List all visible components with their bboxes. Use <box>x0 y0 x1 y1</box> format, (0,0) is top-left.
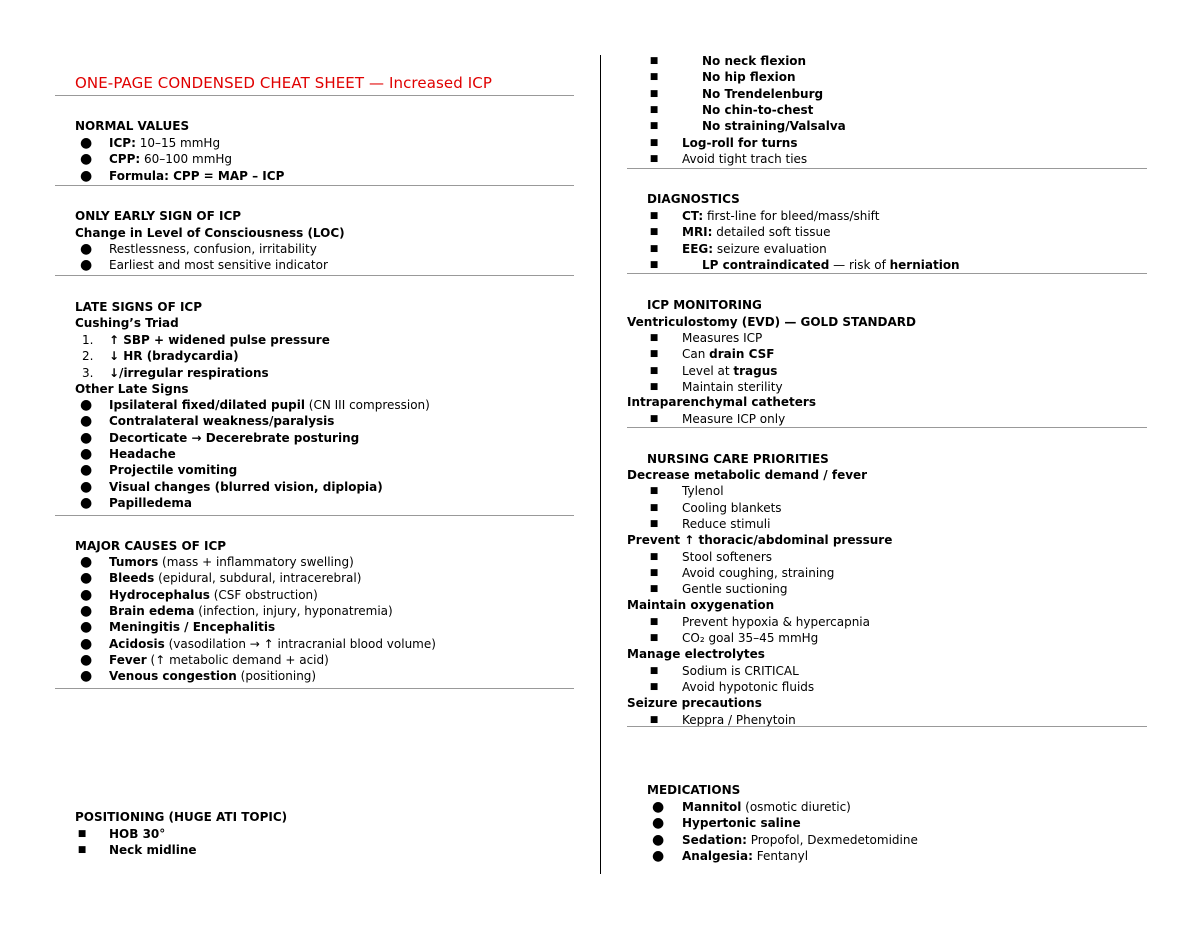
item-text: Cooling blankets <box>682 500 782 515</box>
causes-heading: MAJOR CAUSES OF ICP <box>75 539 227 553</box>
item-text: Earliest and most sensitive indicator <box>109 258 328 273</box>
bullet-dot: ● <box>80 478 93 495</box>
item-label: No straining/Valsalva <box>702 119 846 134</box>
bullet-dot: ● <box>80 668 93 685</box>
section-divider <box>627 427 1147 428</box>
bullet-dot: ● <box>80 462 93 479</box>
item-label: Analgesia: <box>682 848 753 863</box>
cushings-triad-heading: Cushing’s Triad <box>75 316 179 330</box>
item-text: CO₂ goal 35–45 mmHg <box>682 631 819 645</box>
item-text: Propofol, Dexmedetomidine <box>746 832 918 847</box>
bullet-dot: ● <box>80 586 93 603</box>
item-label: ↓/irregular respirations <box>109 365 269 380</box>
item-text: (epidural, subdural, intracerebral) <box>154 571 362 586</box>
bullet-square: ■ <box>649 518 659 529</box>
bullet-square: ■ <box>649 381 659 392</box>
item-text: (CSF obstruction) <box>209 587 318 602</box>
lp-text: — risk of <box>829 258 890 272</box>
icp-monitoring-heading: ICP MONITORING <box>647 298 762 312</box>
bullet-square: ■ <box>649 211 659 221</box>
item-text: (mass + inflammatory swelling) <box>158 555 354 569</box>
bullet-dot: ● <box>80 494 93 511</box>
item-text: Fentanyl <box>752 848 809 863</box>
early-sign-subheading: Change in Level of Consciousness (LOC) <box>75 226 345 240</box>
item-label: Mannitol <box>682 800 742 814</box>
bullet-square: ■ <box>649 681 659 692</box>
item-label: Headache <box>109 446 176 461</box>
medications-heading: MEDICATIONS <box>647 783 741 797</box>
item-text: Reduce stimuli <box>682 516 771 531</box>
bullet-dot: ● <box>80 397 93 413</box>
item-text: (osmotic diuretic) <box>741 800 851 814</box>
bullet-dot: ● <box>80 429 93 446</box>
nursing-group-heading: Manage electrolytes <box>627 647 765 662</box>
section-divider <box>55 185 574 186</box>
item-label: Neck midline <box>109 843 197 858</box>
item-label: Venous congestion <box>109 669 237 684</box>
nursing-priorities-heading: NURSING CARE PRIORITIES <box>647 452 829 466</box>
item-label: Visual changes (blurred vision, diplopia) <box>109 479 383 494</box>
bullet-dot: ● <box>652 799 665 815</box>
item-label: Brain edema <box>109 603 195 618</box>
bullet-dot: ● <box>80 619 93 636</box>
late-signs-heading: LATE SIGNS OF ICP <box>75 300 203 314</box>
item-text: Maintain sterility <box>682 379 783 394</box>
item-emphasis: tragus <box>733 363 778 378</box>
item-label: Bleeds <box>109 571 155 586</box>
item-label: Contralateral weakness/paralysis <box>109 414 335 429</box>
bullet-square: ■ <box>649 616 659 627</box>
item-label: Papilledema <box>109 495 192 510</box>
bullet-square: ■ <box>649 486 659 497</box>
section-divider <box>55 688 574 689</box>
bullet-dot: ● <box>80 445 93 462</box>
item-label: ↑ SBP + widened pulse pressure <box>109 333 330 347</box>
section-divider <box>627 168 1147 169</box>
bullet-square: ■ <box>649 349 659 360</box>
nursing-group-heading: Prevent ↑ thoracic/abdominal pressure <box>627 533 893 548</box>
item-label: Tumors <box>109 555 159 569</box>
bullet-square: ■ <box>649 153 659 164</box>
bullet-square: ■ <box>649 260 659 270</box>
item-text: Can <box>682 347 710 362</box>
item-text: Sodium is CRITICAL <box>682 663 799 678</box>
item-text: seizure evaluation <box>713 241 827 256</box>
bullet-square: ■ <box>649 243 659 254</box>
bullet-dot: ● <box>80 635 93 652</box>
item-label: ↓ HR (bradycardia) <box>109 349 239 364</box>
nursing-group-heading: Decrease metabolic demand / fever <box>627 468 868 482</box>
nursing-group-heading: Seizure precautions <box>627 696 762 711</box>
item-text: detailed soft tissue <box>712 225 831 240</box>
item-label: Projectile vomiting <box>109 463 238 478</box>
item-text: 10–15 mmHg <box>135 136 221 150</box>
section-divider <box>627 726 1147 727</box>
item-label: HOB 30° <box>109 827 166 841</box>
bullet-square: ■ <box>649 584 659 595</box>
item-text: Measures ICP <box>682 331 763 345</box>
bullet-square: ■ <box>649 56 659 66</box>
item-text: Stool softeners <box>682 549 773 564</box>
list-number: 3. <box>82 365 94 380</box>
item-label: Formula: CPP = MAP – ICP <box>109 168 285 183</box>
item-label: Fever <box>109 652 147 667</box>
bullet-square: ■ <box>649 567 659 578</box>
bullet-square: ■ <box>649 365 659 376</box>
lp-label: LP contraindicated <box>702 258 830 272</box>
item-label: Hydrocephalus <box>109 587 210 602</box>
page-title: ONE-PAGE CONDENSED CHEAT SHEET — Increased ICP <box>75 74 492 92</box>
bullet-square: ■ <box>649 551 659 562</box>
item-text: first-line for bleed/mass/shift <box>703 209 880 223</box>
diagnostics-heading: DIAGNOSTICS <box>647 192 740 206</box>
item-label: Acidosis <box>109 636 165 651</box>
intraparenchymal-heading: Intraparenchymal catheters <box>627 395 816 409</box>
lp-emphasis: herniation <box>889 258 960 272</box>
bullet-square: ■ <box>649 414 659 424</box>
list-number: 1. <box>82 333 94 347</box>
item-text: (infection, injury, hyponatremia) <box>194 603 393 618</box>
item-label: Meningitis / Encephalitis <box>109 620 276 635</box>
bullet-square: ■ <box>649 502 659 513</box>
item-label: No neck flexion <box>702 54 807 68</box>
other-late-signs-heading: Other Late Signs <box>75 382 189 396</box>
item-text: Measure ICP only <box>682 412 786 426</box>
bullet-square: ■ <box>649 714 659 725</box>
bullet-dot: ● <box>652 847 665 864</box>
bullet-square: ■ <box>649 121 659 132</box>
item-text: Keppra / Phenytoin <box>682 712 796 727</box>
bullet-square: ■ <box>77 845 87 856</box>
item-text: (vasodilation → ↑ intracranial blood volume) <box>164 636 436 651</box>
item-label: ICP: <box>109 136 136 150</box>
item-label: CT: <box>682 209 704 223</box>
item-label: MRI: <box>682 225 713 240</box>
section-divider <box>55 95 574 96</box>
bullet-dot: ● <box>80 602 93 619</box>
bullet-dot: ● <box>80 413 93 430</box>
item-label: No Trendelenburg <box>702 86 824 101</box>
bullet-square: ■ <box>649 633 659 643</box>
item-text: Level at <box>682 363 734 378</box>
bullet-dot: ● <box>80 554 93 570</box>
section-divider <box>55 515 574 516</box>
bullet-square: ■ <box>649 227 659 238</box>
item-label: No hip flexion <box>702 70 796 85</box>
bullet-square: ■ <box>649 333 659 343</box>
item-label: Log-roll for turns <box>682 135 798 150</box>
bullet-square: ■ <box>649 665 659 676</box>
positioning-heading: POSITIONING (HUGE ATI TOPIC) <box>75 810 288 824</box>
item-label: Hypertonic saline <box>682 816 801 831</box>
bullet-dot: ● <box>80 570 93 587</box>
nursing-group-heading: Maintain oxygenation <box>627 598 775 613</box>
item-text: (↑ metabolic demand + acid) <box>146 652 329 667</box>
normal-values-heading: NORMAL VALUES <box>75 119 190 133</box>
item-text: Avoid tight trach ties <box>682 151 808 166</box>
bullet-dot: ● <box>80 241 93 257</box>
item-label: No chin-to-chest <box>702 102 814 117</box>
item-label: EEG: <box>682 241 714 256</box>
early-sign-heading: ONLY EARLY SIGN OF ICP <box>75 209 242 223</box>
item-label: CPP: <box>109 152 141 167</box>
bullet-square: ■ <box>649 72 659 83</box>
item-text: (CN III compression) <box>304 398 430 412</box>
bullet-square: ■ <box>649 104 659 115</box>
item-label: Ipsilateral fixed/dilated pupil <box>109 398 305 412</box>
item-emphasis: drain CSF <box>709 347 775 362</box>
evd-heading: Ventriculostomy (EVD) — GOLD STANDARD <box>627 315 917 329</box>
bullet-dot: ● <box>80 135 93 151</box>
bullet-square: ■ <box>649 137 659 148</box>
item-text: Gentle suctioning <box>682 582 788 597</box>
item-text: Avoid hypotonic fluids <box>682 679 815 694</box>
item-label: Sedation: <box>682 832 747 847</box>
item-label: Decorticate → Decerebrate posturing <box>109 430 360 445</box>
item-text: Tylenol <box>682 484 724 499</box>
bullet-dot: ● <box>80 151 93 168</box>
section-divider <box>55 275 574 276</box>
item-text: (positioning) <box>236 669 317 684</box>
item-text: Prevent hypoxia & hypercapnia <box>682 614 870 629</box>
section-divider <box>627 273 1147 274</box>
bullet-dot: ● <box>652 831 665 848</box>
bullet-dot: ● <box>80 651 93 668</box>
bullet-square: ■ <box>77 829 87 839</box>
bullet-dot: ● <box>80 167 93 184</box>
item-text: Avoid coughing, straining <box>682 565 835 580</box>
bullet-dot: ● <box>80 257 93 274</box>
list-number: 2. <box>82 349 94 364</box>
bullet-dot: ● <box>652 815 665 832</box>
item-text: 60–100 mmHg <box>140 152 233 167</box>
column-divider <box>600 55 601 874</box>
item-text: Restlessness, confusion, irritability <box>109 242 317 256</box>
bullet-square: ■ <box>649 88 659 99</box>
